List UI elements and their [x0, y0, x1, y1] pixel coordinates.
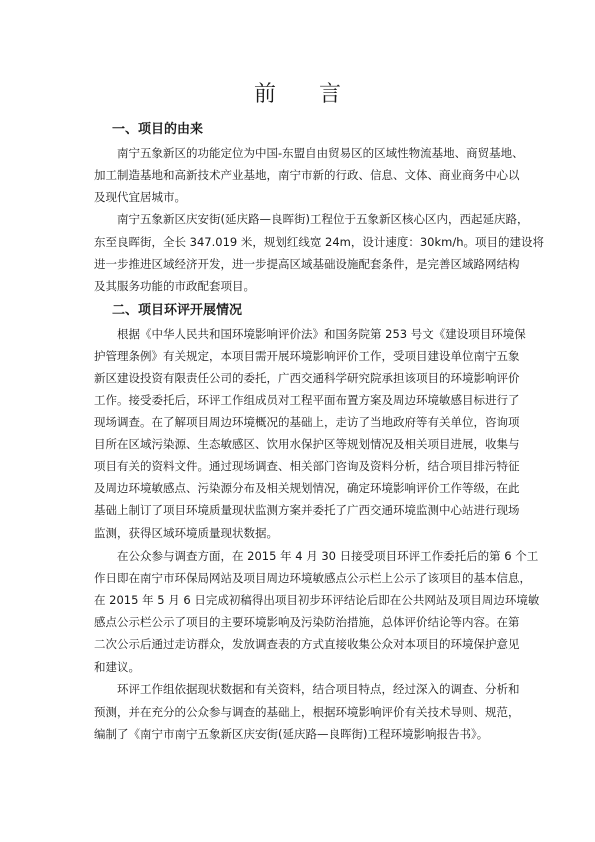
text-line: 护管理条例》有关规定，本项目需开展环境影响评价工作，受项目建设单位南宁五象 — [94, 349, 520, 363]
text-line: 新区建设投资有限责任公司的委托，广西交通科学研究院承担该项目的环境影响评价 — [94, 371, 520, 385]
text-line: 及周边环境敏感点、污染源分布及相关规划情况，确定环境影响评价工作等级，在此 — [94, 481, 520, 495]
text-line: 监测，获得区域环境质量现状数据。 — [94, 526, 278, 540]
text-line: 预测，并在充分的公众参与调查的基础上，根据环境影响评价有关技术导则、规范， — [94, 705, 520, 719]
text-line: 工作。接受委托后，环评工作组成员对工程平面布置方案及周边环境敏感目标进行了 — [94, 393, 520, 407]
text-line: 东至良晖街，全长 347.019 米，规划红线宽 24m，设计速度：30km/h。项目的建设将 — [94, 235, 545, 249]
text-line: 感点公示栏公示了项目的主要环境影响及污染防治措施，总体评价结论等内容。在第 — [94, 615, 520, 629]
text-line: 在公众参与调查方面，在 2015 年 4 月 30 日接受项目环评工作委托后的第 6 个工 — [117, 549, 539, 563]
section-heading-eia: 二、项目环评开展情况 — [112, 303, 243, 318]
text-line: 编制了《南宁市南宁五象新区庆安街(延庆路—良晖街)工程环境影响报告书》。 — [94, 727, 489, 741]
text-line: 目所在区域污染源、生态敏感区、饮用水保护区等规划情况及相关项目进展，收集与 — [94, 437, 520, 451]
page-title: 前 言 — [254, 82, 359, 107]
text-line: 根据《中华人民共和国环境影响评价法》和国务院第 253 号文《建设项目环境保 — [117, 327, 526, 341]
text-line: 及现代宜居城市。 — [94, 190, 186, 204]
text-line: 进一步推进区域经济开发，进一步提高区域基础设施配套条件，是完善区域路网结构 — [94, 257, 520, 271]
text-line: 和建议。 — [94, 660, 140, 674]
text-line: 在 2015 年 5 月 6 日完成初稿得出项目初步环评结论后即在公共网站及项目周边环境敏 — [94, 593, 540, 607]
text-line: 加工制造基地和高新技术产业基地，南宁市新的行政、信息、文体、商业商务中心以 — [94, 168, 520, 182]
text-line: 项目有关的资料文件。通过现场调查、相关部门咨询及资料分析，结合项目排污特征 — [94, 459, 520, 473]
text-line: 及其服务功能的市政配套项目。 — [94, 279, 255, 293]
text-line: 现场调查。在了解项目周边环境概况的基础上，走访了当地政府等有关单位，咨询项 — [94, 415, 520, 429]
text-line: 南宁五象新区庆安街(延庆路—良晖街)工程位于五象新区核心区内，西起延庆路， — [117, 212, 529, 226]
text-line: 环评工作组依据现状数据和有关资料，结合项目特点，经过深入的调查、分析和 — [117, 682, 520, 696]
text-line: 二次公示后通过走访群众，发放调查表的方式直接收集公众对本项目的环境保护意见 — [94, 637, 520, 651]
section-heading-origin: 一、项目的由来 — [112, 122, 204, 137]
text-line: 作日即在南宁市环保局网站及项目周边环境敏感点公示栏上公示了该项目的基本信息， — [94, 571, 531, 585]
text-line: 基础上制订了项目环境质量现状监测方案并委托了广西交通环境监测中心站进行现场 — [94, 503, 520, 517]
text-line: 南宁五象新区的功能定位为中国-东盟自由贸易区的区域性物流基地、商贸基地、 — [117, 146, 524, 160]
